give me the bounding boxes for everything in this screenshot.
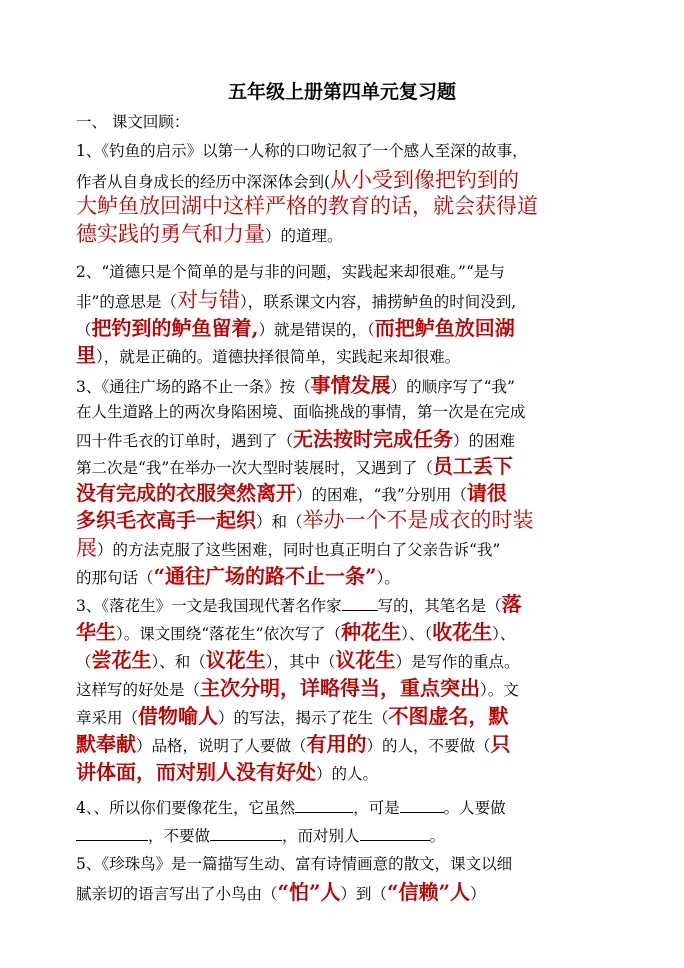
answer-text: 无法按时完成任务 xyxy=(293,427,454,451)
answer-text: 不图虚名，默 xyxy=(388,704,509,728)
answer-text: 借物喻人 xyxy=(138,704,219,728)
section-heading: 一、 课文回顾： xyxy=(76,113,190,131)
line-text: 作者从自身成长的经历中深深体会到( xyxy=(76,173,331,191)
text-line xyxy=(76,138,616,164)
text-line xyxy=(76,591,616,617)
line-text: ）是写作的重点。 xyxy=(395,653,520,671)
answer-text: 有用的 xyxy=(306,732,367,756)
text-line xyxy=(76,823,616,849)
line-text: （ xyxy=(76,321,92,339)
text-line xyxy=(76,759,616,785)
line-text: （ xyxy=(76,653,92,671)
answer-text: 德实践的勇气和力量 xyxy=(76,222,265,246)
line-text: ）就是错误的，（ xyxy=(258,321,375,339)
answer-text: 请很 xyxy=(466,481,507,505)
text-line xyxy=(76,795,616,821)
answer-text: 华生 xyxy=(76,620,116,644)
line-text: ），其中（ xyxy=(265,653,336,671)
answer-text: 事情发展 xyxy=(310,373,391,397)
answer-text: “信赖”人 xyxy=(387,880,471,904)
text-line xyxy=(76,851,616,877)
answer-text: 举办一个不是成衣的时装 xyxy=(302,508,534,532)
line-text: 这样写的好处是（ xyxy=(76,681,201,699)
text-line xyxy=(76,287,616,313)
fill-in-blank xyxy=(295,798,353,813)
line-text: 3、《落花生》一文是我国现代著名作家 xyxy=(76,597,342,615)
text-line xyxy=(76,647,616,673)
line-text: ）的方法克服了这些困难，同时也真正明白了父亲告诉“我” xyxy=(97,541,501,559)
text-line xyxy=(76,372,616,398)
fill-in-blank xyxy=(400,798,444,813)
answer-text: 从小受到像把钓到的 xyxy=(330,168,520,192)
line-text: ）。课文围绕“落花生”依次写了（ xyxy=(116,625,342,643)
answer-text: 落 xyxy=(501,592,522,616)
line-text: 1、《钓鱼的启示》以第一人称的口吻记叙了一个感人至深的故事， xyxy=(76,142,528,160)
answer-text: 主次分明，详略得当，重点突出 xyxy=(200,676,481,700)
answer-text: 多织毛衣高手一起织 xyxy=(76,508,256,532)
answer-text: 员工丢下 xyxy=(432,454,513,478)
line-text: 2、“道德只是个简单的是与非的问题，实践起来却很难。”“是与 xyxy=(76,263,505,281)
text-line xyxy=(76,731,616,757)
answer-text: 种花生 xyxy=(341,620,402,644)
line-text: ）的写法，揭示了花生（ xyxy=(218,709,389,727)
line-text: 。人要做 xyxy=(443,799,506,817)
line-text: ）、（ xyxy=(401,625,433,643)
answer-text: 对与错 xyxy=(176,288,240,312)
answer-text: “通往广场的路不止一条” xyxy=(153,564,377,588)
text-line xyxy=(76,480,616,506)
answer-text: 展 xyxy=(76,536,97,560)
answer-text: 大鲈鱼放回湖中这样严格的教育的话，就会获得道 xyxy=(76,194,538,218)
line-text: ），就是正确的。道德抉择很简单，实践起来却很难。 xyxy=(96,348,461,366)
answer-text: 里 xyxy=(76,343,96,367)
text-line xyxy=(76,426,616,452)
line-text: ）的人。 xyxy=(316,765,379,783)
line-text: ）和（ xyxy=(256,513,303,531)
text-line xyxy=(76,399,616,425)
line-text: ）的困难 xyxy=(453,432,516,450)
line-text: 3、《通往广场的路不止一条》按（ xyxy=(76,378,311,396)
fill-in-blank xyxy=(210,826,282,841)
answer-text: 把钓到的鲈鱼留着, xyxy=(91,316,259,340)
line-text: ，可是 xyxy=(353,799,400,817)
text-line xyxy=(76,563,616,589)
answer-text: 收花生 xyxy=(432,620,493,644)
line-text: 写的，其笔名是（ xyxy=(377,597,502,615)
answer-text: 默奉献 xyxy=(76,732,136,756)
text-line xyxy=(76,342,616,368)
line-text: ）、 xyxy=(492,625,516,643)
line-text: ）、和（ xyxy=(151,653,206,671)
answer-text: 讲体面，而对别人没有好处 xyxy=(76,760,316,784)
line-text: 在人生道路上的两次身陷困境、面临挑战的事情，第一次是在完成 xyxy=(76,403,526,421)
text-line xyxy=(76,453,616,479)
line-text: 。 xyxy=(429,827,446,845)
text-line xyxy=(76,221,616,247)
text-line xyxy=(76,703,616,729)
line-text: ）。 xyxy=(376,569,400,587)
line-text: ）到（ xyxy=(340,885,388,903)
line-text: ）的道理。 xyxy=(265,227,343,245)
line-text: 的那句话（ xyxy=(76,569,154,587)
text-line xyxy=(76,675,616,701)
answer-text: 议花生 xyxy=(205,648,266,672)
text-line xyxy=(76,167,616,193)
line-text: ）。文 xyxy=(480,681,519,699)
text-line xyxy=(76,193,616,219)
line-text: 四十件毛衣的订单时，遇到了（ xyxy=(76,432,294,450)
line-text: ），联系课文内容，捕捞鲈鱼的时间没到, xyxy=(239,293,517,311)
line-text: 腻亲切的语言写出了小鸟由（ xyxy=(76,885,278,903)
answer-text: 只 xyxy=(490,732,511,756)
text-line xyxy=(76,535,616,561)
text-line xyxy=(76,619,616,645)
line-text: ）的困难，“我”分别用（ xyxy=(296,486,467,504)
answer-text: 没有完成的衣服突然离开 xyxy=(76,481,296,505)
fill-in-blank xyxy=(76,826,148,841)
line-text: 非”的意思是（ xyxy=(76,293,177,311)
line-text: ，不要做 xyxy=(148,827,211,845)
line-text: ） xyxy=(470,885,486,903)
answer-text: 而把鲈鱼放回湖 xyxy=(374,316,515,340)
text-line xyxy=(76,315,616,341)
answer-text: 议花生 xyxy=(335,648,396,672)
text-line xyxy=(76,879,616,905)
fill-in-blank xyxy=(360,826,430,841)
line-text: ）的人，不要做（ xyxy=(366,737,491,755)
line-text: ）品格，说明了人要做（ xyxy=(136,737,307,755)
line-text: 第二次是“我”在举办一次大型时装展时，又遇到了（ xyxy=(76,459,433,477)
line-text: ，而对别人 xyxy=(282,827,360,845)
answer-text: 尝花生 xyxy=(91,648,152,672)
line-text: ）的顺序写了“我” xyxy=(390,378,515,396)
fill-in-blank xyxy=(342,596,378,611)
text-line xyxy=(76,507,616,533)
answer-text: “怕”人 xyxy=(277,880,341,904)
text-line xyxy=(76,259,616,285)
line-text: 章采用（ xyxy=(76,709,139,727)
document-title: 五年级上册第四单元复习题 xyxy=(227,81,456,103)
line-text: 5、《珍珠鸟》是一篇描写生动、富有诗情画意的散文，课文以细 xyxy=(76,855,513,873)
line-text: 4、、所以你们要像花生，它虽然 xyxy=(76,799,296,817)
